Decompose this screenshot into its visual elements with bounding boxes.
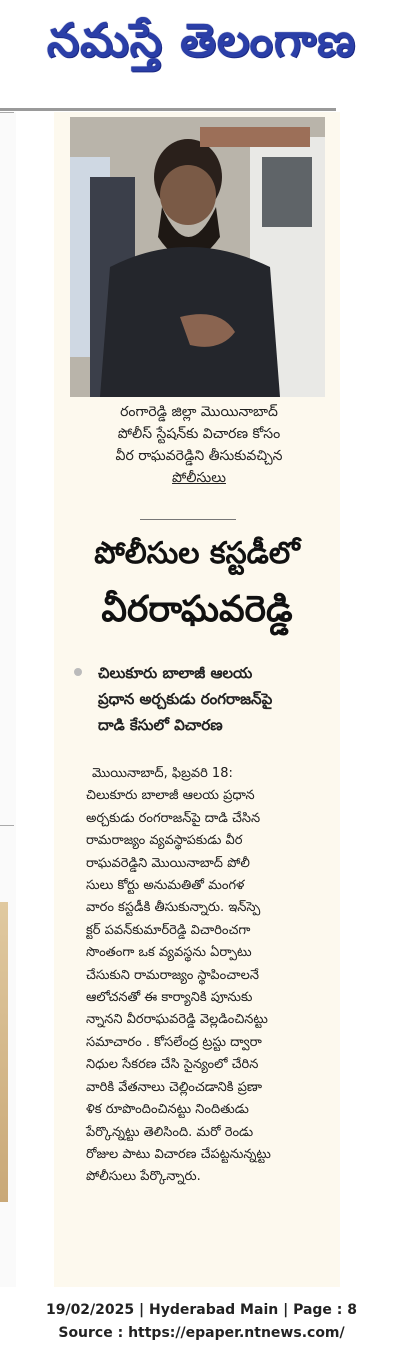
subheadline [74, 660, 336, 738]
subheadline-line: దాడి కేసులో విచారణ [98, 716, 223, 734]
adjacent-photo-edge [0, 902, 8, 1202]
body-line: పేర్కొన్నట్టు తెలిసింది. మరో రెండు [86, 1124, 254, 1140]
body-line: సమాచారం . కోసలేంద్ర ట్రస్టు ద్వారా [86, 1034, 262, 1050]
subheadline-line: ప్రధాన అర్చకుడు రంగరాజన్‌పై [98, 690, 273, 708]
bullet-icon [74, 668, 82, 676]
divider [0, 112, 14, 113]
body-line: న్నానని వీరరాఘవరెడ్డి వెల్లడించినట్టు [86, 1012, 268, 1028]
dateline: మొయినాబాద్, ఫిబ్రవరి 18: [92, 766, 233, 781]
body-line: ఆలోచనతో ఈ కార్యానికి పూనుకు [86, 990, 253, 1006]
body-line: సొంతంగా ఒక వ్యవస్థను ఏర్పాటు [86, 945, 252, 961]
news-photo [70, 117, 325, 397]
body-line: ళిక రూపొందించినట్టు నిందితుడు [86, 1102, 249, 1118]
body-line: సులు కోర్టు అనుమతితో మంగళ [86, 878, 245, 894]
headline-line-2: వీరరాఘవరెడ్డి [101, 589, 293, 630]
body-line: అర్చకుడు రంగరాజన్‌పై దాడి చేసిన [86, 810, 261, 826]
headline-line-1: పోలీసుల కస్టడీలో [94, 536, 300, 571]
body-line: నిధుల సేకరణ చేసి సైన్యంలో చేరిన [86, 1057, 259, 1073]
caption-line: పోలీసులు [172, 470, 226, 486]
divider [0, 825, 14, 826]
headline [58, 528, 336, 640]
body-line: వారం కస్టడీకి తీసుకున్నారు. ఇన్‌స్పె [86, 900, 261, 916]
body-line: రామరాజ్యం వ్యవస్థాపకుడు వీర [86, 833, 243, 849]
masthead-rule [0, 108, 336, 111]
body-line: రాఘవరెడ్డిని మొయినాబాద్ పోలీ [86, 855, 250, 871]
masthead [0, 0, 403, 92]
photo-caption [72, 401, 326, 489]
body-line: చిలుకూరు బాలాజీ ఆలయ ప్రధాన [86, 788, 255, 804]
body-line: చేసుకుని రామరాజ్యం స్థాపించాలనే [86, 967, 259, 983]
caption-line: పోలీస్ స్టేషన్‌కు విచారణ కోసం [117, 426, 281, 442]
body-line: రోజుల పాటు విచారణ చేపట్టనున్నట్టు [86, 1146, 271, 1162]
caption-line: రంగారెడ్డి జిల్లా మొయినాబాద్ [120, 404, 278, 420]
caption-line: వీర రాఘవరెడ్డిని తీసుకువచ్చిన [115, 448, 283, 464]
adjacent-column-edge [0, 112, 16, 1287]
footer-edition: 19/02/2025 | Hyderabad Main | Page : 8 [45, 1302, 358, 1318]
article-body [86, 763, 338, 1189]
body-line: పోలీసులు పేర్కొన్నారు. [86, 1169, 201, 1185]
masthead-title: నమస్తే తెలంగాణ [46, 13, 357, 67]
subheadline-line: చిలుకూరు బాలాజీ ఆలయ [98, 664, 253, 682]
footer-source: Source : https://epaper.ntnews.com/ [58, 1325, 345, 1341]
body-line: క్టర్ పవన్‌కుమార్‌రెడ్డి విచారించగా [86, 922, 251, 938]
photo-icon [70, 117, 325, 397]
caption-rule [140, 519, 236, 520]
body-line: వారికి వేతనాలు చెల్లించడానికి ప్రణా [86, 1079, 263, 1095]
